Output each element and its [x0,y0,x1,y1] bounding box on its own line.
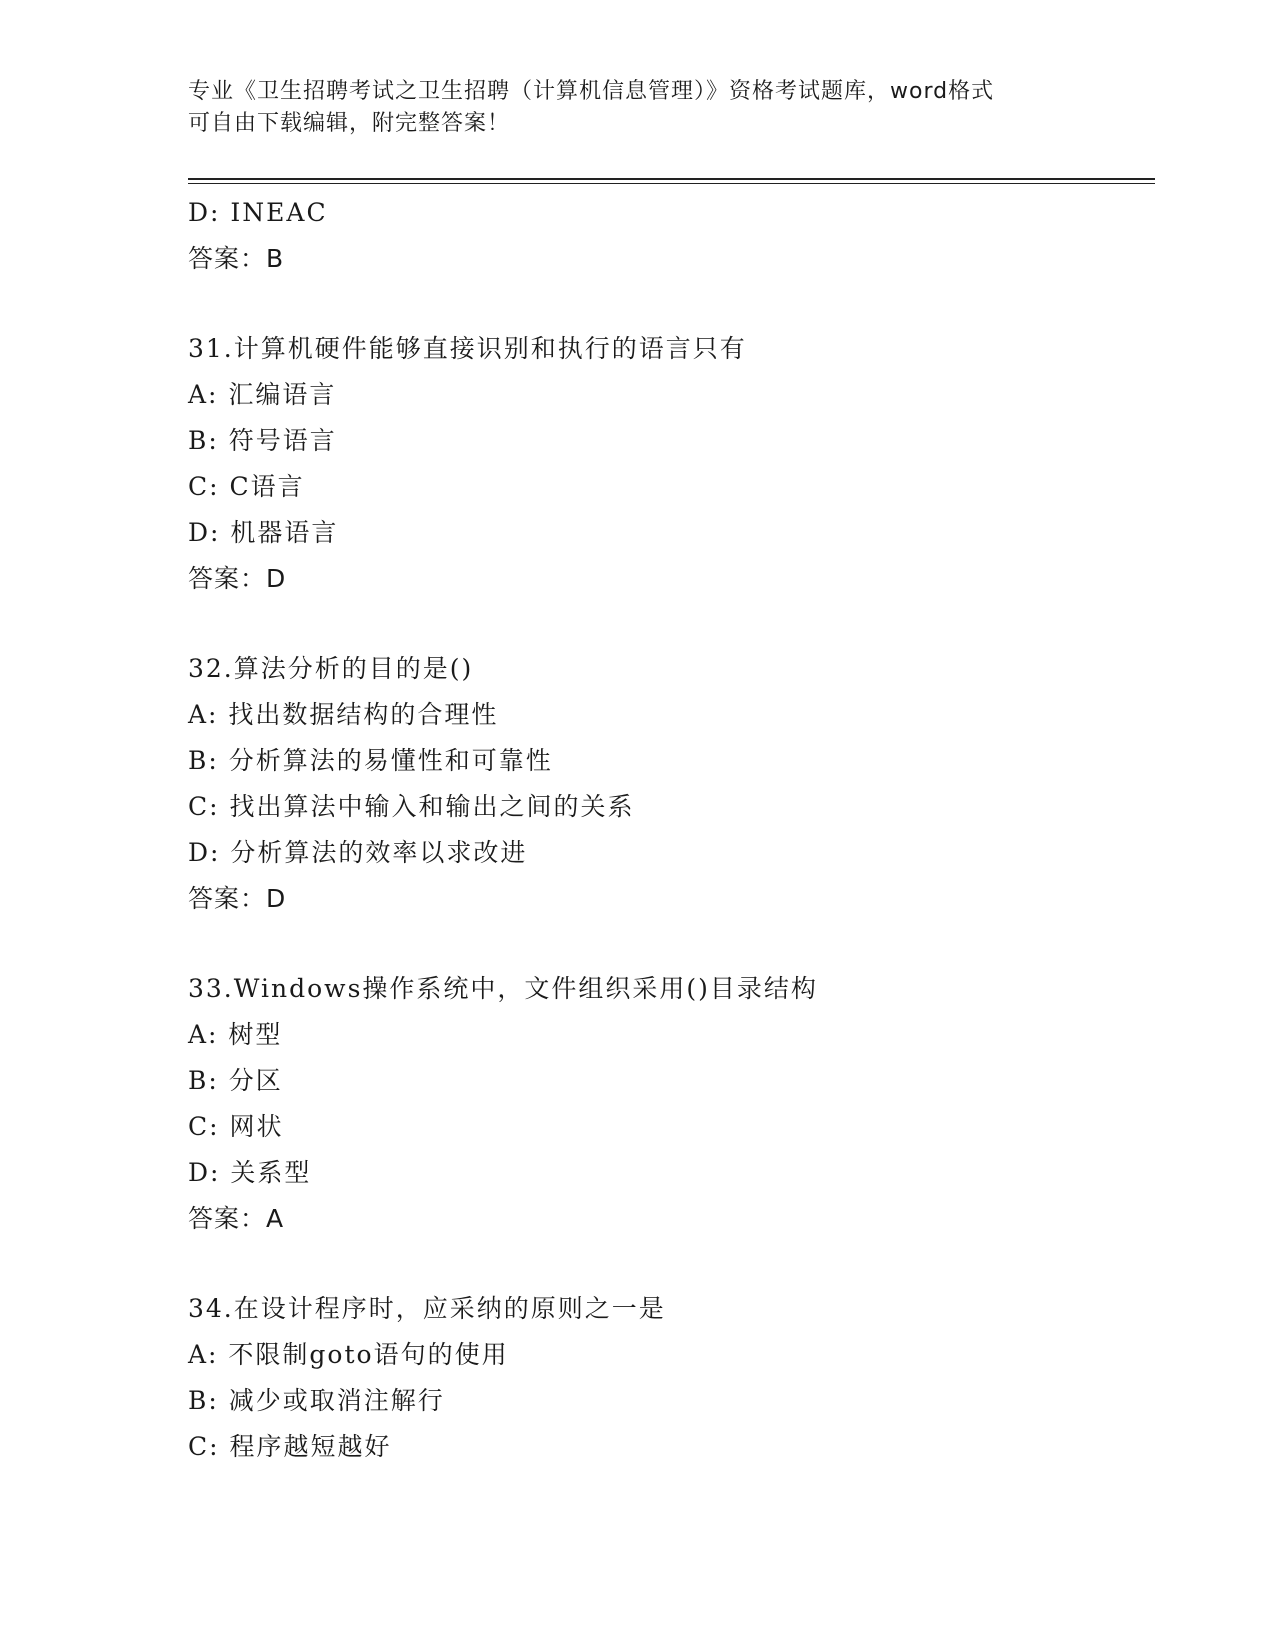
spacer [188,922,1148,966]
question-31 [188,326,1148,602]
option-a: A: 不限制goto语句的使用 [188,1340,509,1369]
header-line-2: 可自由下载编辑，附完整答案！ [188,111,511,136]
question-34 [188,1286,1148,1470]
header-line-1: 专业《卫生招聘考试之卫生招聘（计算机信息管理）》资格考试题库，word格式 [188,79,995,104]
question-stem: 32.算法分析的目的是() [188,654,474,683]
spacer [188,282,1148,326]
answer-line: 答案：D [188,564,287,593]
header-divider-thin [188,183,1155,184]
option-b: B: 分区 [188,1066,283,1095]
question-stem: 31.计算机硬件能够直接识别和执行的语言只有 [188,334,747,363]
question-32 [188,646,1148,922]
header-divider-thick [188,178,1155,180]
question-33 [188,966,1148,1242]
option-c: C: 找出算法中输入和输出之间的关系 [188,792,635,821]
option-c: C: 程序越短越好 [188,1432,392,1461]
option-d: D: 关系型 [188,1158,312,1187]
prev-answer: 答案：B [188,244,285,273]
option-a: A: 找出数据结构的合理性 [188,700,499,729]
option-b: B: 分析算法的易懂性和可靠性 [188,746,553,775]
option-a: A: 树型 [188,1020,283,1049]
question-stem: 34.在设计程序时，应采纳的原则之一是 [188,1294,666,1323]
question-list [188,190,1148,1470]
option-b: B: 符号语言 [188,426,337,455]
option-d: D: 机器语言 [188,518,339,547]
option-c: C: C语言 [188,472,305,501]
page-header [188,76,1088,140]
spacer [188,1242,1148,1286]
answer-line: 答案：A [188,1204,285,1233]
option-a: A: 汇编语言 [188,380,337,409]
option-c: C: 网状 [188,1112,284,1141]
spacer [188,602,1148,646]
option-b: B: 减少或取消注解行 [188,1386,445,1415]
option-d: D: 分析算法的效率以求改进 [188,838,528,867]
question-stem: 33.Windows操作系统中，文件组织采用()目录结构 [188,974,818,1003]
answer-line: 答案：D [188,884,287,913]
prev-option-d: D: INEAC [188,198,328,227]
